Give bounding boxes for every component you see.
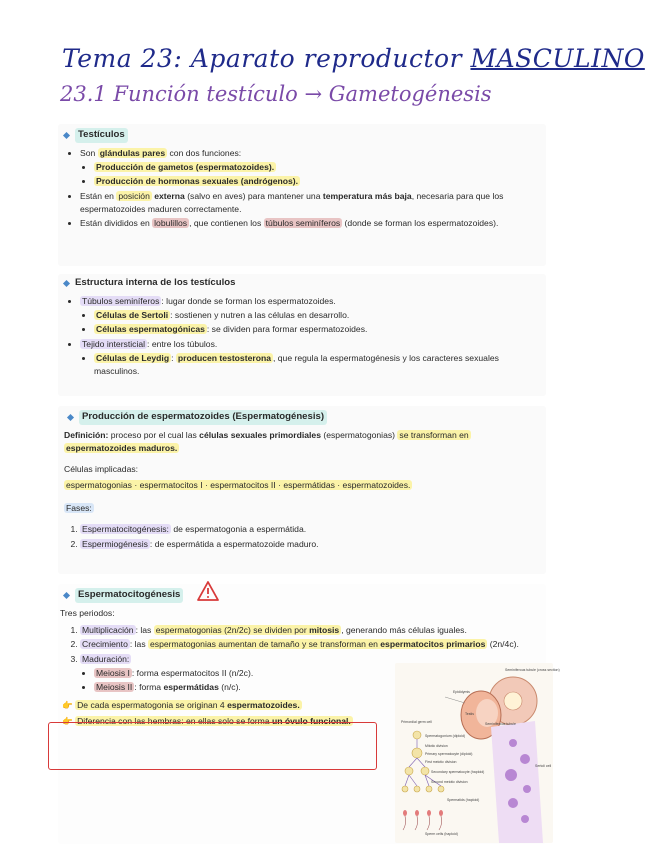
figure-label: Seminiferous tubule (cross section) [505, 668, 560, 672]
figure-label: Sertoli cell [535, 764, 552, 768]
figure-label: Primordial germ cell [401, 720, 432, 724]
section-espermatogenesis [58, 406, 546, 574]
figure-label: Spermatids (haploid) [447, 798, 480, 802]
list-item: • Están divididos en lobulillos , que contienen los túbulos seminíferos (donde se forman los espermatozoides). [80, 217, 536, 230]
figure-label: Primary spermatocyte (diploid) [425, 752, 473, 756]
section-title: Producción de espermatozoides (Espermatogénesis) [68, 410, 536, 425]
list-item: 1. Multiplicación : las espermatogonias (2n/2c) se dividen por mitosis , generando más células iguales. [80, 624, 536, 637]
figure-label: Sperm cells (haploid) [425, 832, 458, 836]
warning-icon [196, 580, 220, 602]
hand-icon: 👉 [62, 699, 73, 710]
figure-label: Second meiotic division [431, 780, 468, 784]
figure-label: Seminiferous tubule [485, 722, 516, 726]
section-estructura [58, 274, 546, 396]
cells-list: espermatogonias · espermatocitos I · espermatocitos II · espermátidas · espermatozoides. [66, 479, 411, 490]
list-item: 3. Maduración: • Meiosis I : forma espermatocitos II (n/2c). • Meiosis II : forma espermátidas (n/c). [80, 653, 536, 695]
title-underlined: MASCULINO [470, 44, 645, 73]
section-testiculos [58, 124, 546, 266]
figure-label: Testis [465, 712, 474, 716]
figure-label: First meiotic division [425, 760, 457, 764]
highlight-box [48, 722, 377, 770]
list-item: 2. Crecimiento : las espermatogonias aumentan de tamaño y se transforman en espermatocitos primarios (2n/4c). [80, 638, 536, 651]
tres-periodos: Tres periodos: [60, 607, 115, 618]
list-item: • Túbulos seminíferos : lugar donde se forman los espermatozoides. • Células de Sertoli : sostienen y nutren a las células en desarrollo. • Células espermatogónicas : se dividen para formar espermatozoides. [80, 295, 536, 337]
note-2: 👉 Diferencia con las hembras: en ellas solo se forma un óvulo funcional. [62, 716, 351, 727]
list-item: • Están en posición externa (salvo en aves) para mantener una temperatura más baja, necesaria para que los espermatozoides maduren correctamente. [80, 190, 536, 217]
diamond-icon [63, 592, 70, 599]
list-item: • Son glándulas pares con dos funciones: • Producción de gametos (espermatozoides). • Producción de hormonas sexuales (andrógenos). [80, 147, 536, 189]
list-item: • Células de Sertoli : sostienen y nutren a las células en desarrollo. [94, 309, 536, 322]
cells-label: Células implicadas: [64, 464, 139, 475]
list-item: • Producción de gametos (espermatozoides). [94, 161, 536, 174]
page-subtitle: 23.1 Función testículo → Gametogénesis [60, 82, 492, 106]
list-item: 1. Espermatocitogénesis: de espermatogonia a espermátida. [80, 523, 536, 536]
section-title: Estructura interna de los testículos [64, 276, 536, 291]
page-title [62, 40, 645, 79]
figure-label: Mitotic division [425, 744, 448, 748]
section-title: Espermatocitogénesis [64, 588, 536, 603]
hand-icon: 👉 [62, 716, 73, 727]
figure-illustration [395, 663, 560, 843]
diamond-icon [67, 414, 74, 421]
list-item: • Meiosis II : forma espermátidas (n/c). [94, 681, 536, 694]
diamond-icon [63, 132, 70, 139]
list-item: • Células de Leydig : producen testosterona , que regula la espermatogénesis y los caracteres sexuales masculinos. [94, 352, 536, 379]
list-item: • Células espermatogónicas : se dividen para formar espermatozoides. [94, 323, 536, 336]
fases-label: Fases: [66, 503, 92, 514]
title-text: Tema 23: Aparato reproductor [62, 44, 471, 73]
list-item: • Meiosis I : forma espermatocitos II (n/2c). [94, 667, 536, 680]
spermatogenesis-figure [395, 663, 560, 843]
figure-label: Secondary spermatocyte (haploid) [431, 770, 485, 774]
section-title: Testículos [64, 128, 536, 143]
diamond-icon [63, 280, 70, 287]
figure-label: Epididymis [453, 690, 470, 694]
figure-label: Spermatogonium (diploid) [425, 734, 466, 738]
list-item: • Producción de hormonas sexuales (andrógenos). [94, 175, 536, 188]
list-item: 2. Espermiogénesis : de espermátida a espermatozoide maduro. [80, 538, 536, 551]
note-1: 👉 De cada espermatogonia se originan 4 espermatozoides. [62, 699, 300, 710]
definition: Definición: proceso por el cual las células sexuales primordiales (espermatogonias) se transforman en espermatozoides maduros. [64, 429, 469, 454]
list-item: • Tejido intersticial : entre los túbulos. • Células de Leydig : producen testosterona , que regula la espermatogénesis y los caracteres sexuales masculinos. [80, 338, 536, 379]
